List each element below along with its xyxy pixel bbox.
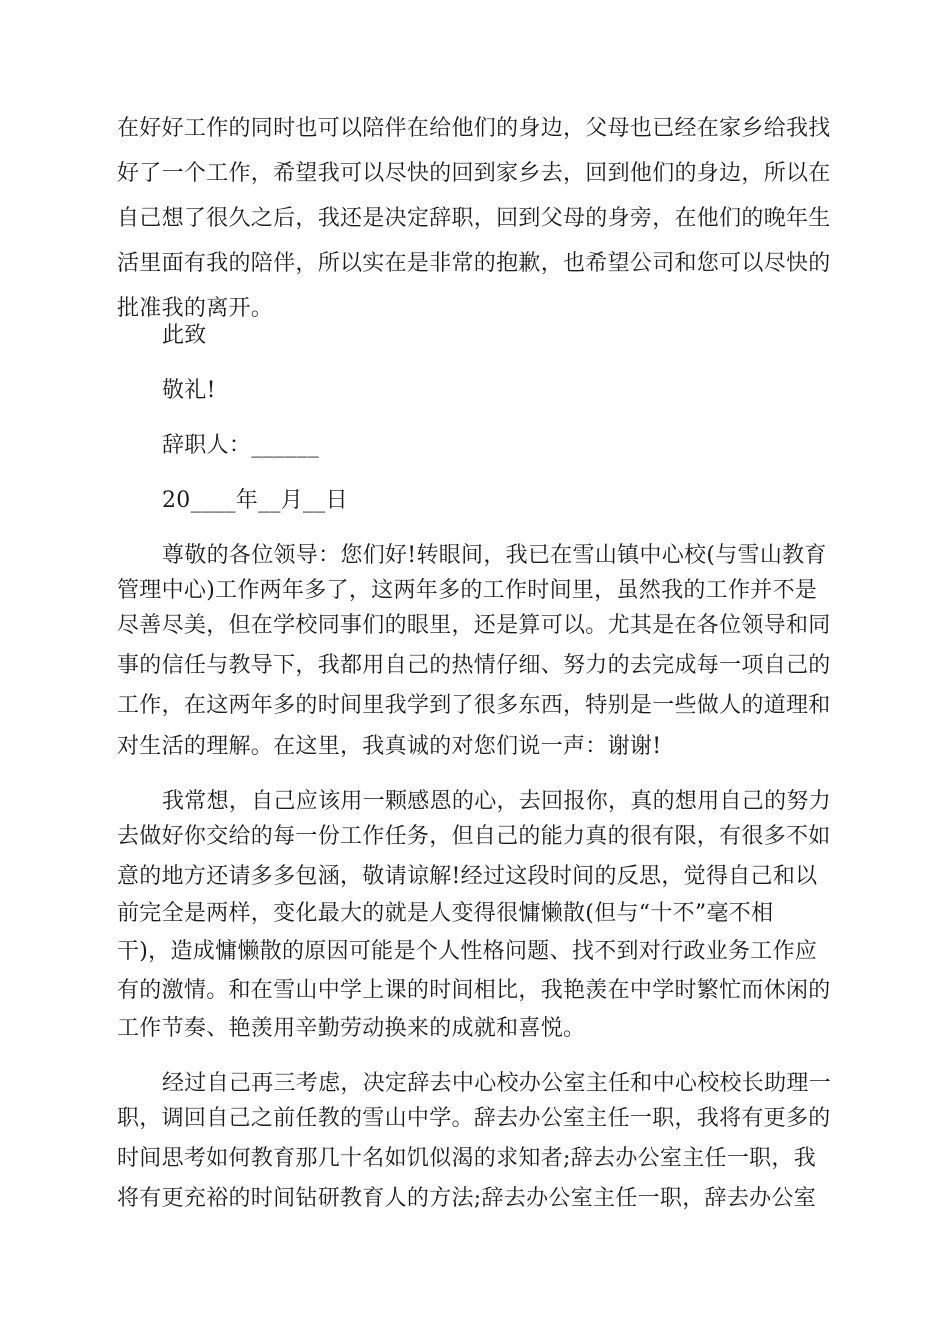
paragraph-line: 前完全是两样，变化最大的就是人变得很慵懒散(但与“十不”毫不相 xyxy=(117,901,774,926)
closing-cizhi: 此致 xyxy=(162,323,207,348)
closing-jingli: 敬礼! xyxy=(162,378,216,403)
paragraph-line: 对生活的理解。在这里，我真诚的对您们说一声：谢谢! xyxy=(117,734,662,759)
paragraph-line: 有的激情。和在雪山中学上课的时间相比，我艳羡在中学时繁忙而休闲的 xyxy=(117,978,831,1003)
paragraph-line: 管理中心)工作两年多了，这两年多的工作时间里，虽然我的工作并不是 xyxy=(117,578,818,603)
paragraph-line: 事的信任与教导下，我都用自己的热情仔细、努力的去完成每一项自己的 xyxy=(117,653,831,678)
paragraph-line: 活里面有我的陪伴，所以实在是非常的抱歉，也希望公司和您可以尽快的 xyxy=(117,251,831,276)
paragraph-line: 好了一个工作，希望我可以尽快的回到家乡去，回到他们的身边，所以在 xyxy=(117,161,831,186)
paragraph-line: 我常想，自己应该用一颗感恩的心，去回报你，真的想用自己的努力 xyxy=(162,789,832,814)
paragraph-line: 工作节奏、艳羡用辛勤劳动换来的成就和喜悦。 xyxy=(117,1016,586,1041)
paragraph-line: 尽善尽美，但在学校同事们的眼里，还是算可以。尤其是在各位领导和同 xyxy=(117,613,831,638)
paragraph-line: 去做好你交给的每一份工作任务，但自己的能力真的很有限，有很多不如 xyxy=(117,824,831,849)
paragraph-line: 将有更充裕的时间钻研教育人的方法;辞去办公室主任一职，辞去办公室 xyxy=(117,1186,817,1211)
paragraph-line: 尊敬的各位领导：您们好!转眼间，我已在雪山镇中心校(与雪山教育 xyxy=(162,543,827,568)
paragraph-line: 自己想了很久之后，我还是决定辞职，回到父母的身旁，在他们的晚年生 xyxy=(117,206,831,231)
signer-line: 辞职人：______ xyxy=(162,433,320,458)
date-line: 20____年__月__日 xyxy=(162,488,348,513)
paragraph-line: 时间思考如何教育那几十名如饥似渴的求知者;辞去办公室主任一职，我 xyxy=(117,1146,817,1171)
paragraph-line: 在好好工作的同时也可以陪伴在给他们的身边，父母也已经在家乡给我找 xyxy=(117,116,831,141)
paragraph-line: 经过自己再三考虑，决定辞去中心校办公室主任和中心校校长助理一 xyxy=(162,1071,832,1096)
paragraph-line: 干)，造成慵懒散的原因可能是个人性格问题、找不到对行政业务工作应 xyxy=(117,939,818,964)
paragraph-line: 批准我的离开。 xyxy=(117,296,274,321)
paragraph-line: 职，调回自己之前任教的雪山中学。辞去办公室主任一职，我将有更多的 xyxy=(117,1106,831,1131)
paragraph-line: 意的地方还请多多包涵，敬请谅解!经过这段时间的反思，觉得自己和以 xyxy=(117,864,818,889)
paragraph-line: 工作，在这两年多的时间里我学到了很多东西，特别是一些做人的道理和 xyxy=(117,693,831,718)
